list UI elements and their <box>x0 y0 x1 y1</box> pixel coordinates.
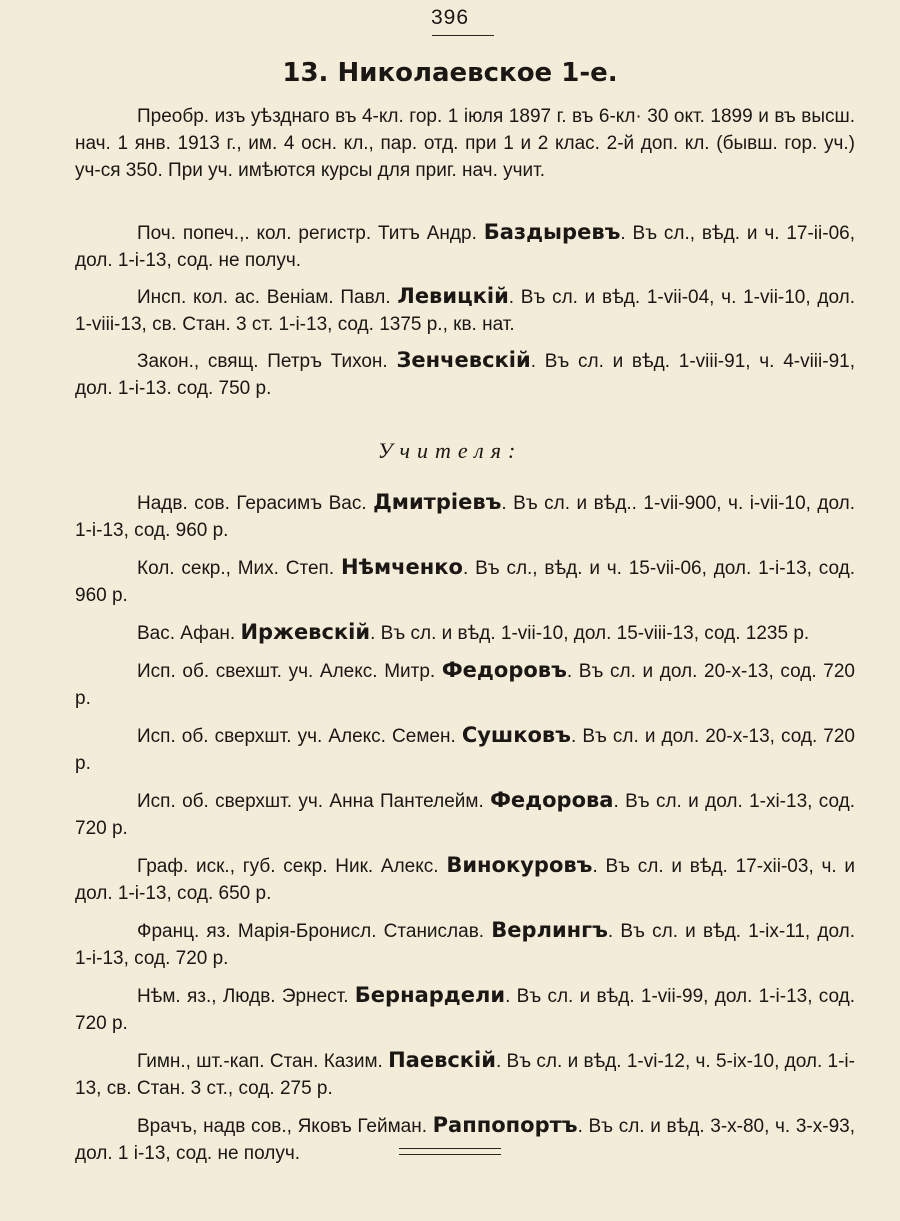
teacher-entry <box>75 657 855 712</box>
entry-details: . Въ сл. и вѣд. 3-x-80, ч. 3-x-93, дол. 1 i-13, сод. не получ. <box>75 1116 855 1164</box>
teachers-list <box>75 489 855 1167</box>
teachers-heading: Учителя: <box>377 438 523 463</box>
intro-text: Преобр. изъ уѣзднаго въ 4-кл. гор. 1 іюля 1897 г. въ 6-кл· 30 окт. 1899 и въ высш. нач. 1 янв. 1913 г., им. 4 осн. кл., пар. отд. при 1 и 2 клас. 2-й доп. кл. (бывш. гор. уч.) уч-ся 350. При уч. имѣются курсы для приг. нач. учит. <box>75 106 855 181</box>
entry-prefix: Закон., свящ. Петръ Тихон. <box>137 351 388 372</box>
entry-surname: Верлингъ <box>491 918 608 942</box>
entry-details: . Въ сл. и вѣд. 1-vii-99, дол. 1-i-13, сод. 720 р. <box>75 986 855 1034</box>
teacher-entry <box>75 787 855 842</box>
entry-details: . Въ сл. и вѣд. 1-vii-10, дол. 15-viii-13, сод. 1235 р. <box>370 623 810 644</box>
teacher-entry <box>75 982 855 1037</box>
entry-details: . Въ сл. и вѣд. 17-xii-03, ч. и дол. 1-i-13, сод. 650 р. <box>75 856 856 904</box>
entry-details: . Въ сл. и вѣд. 1-vii-04, ч. 1-vii-10, дол. 1-viii-13, св. Стан. 3 ст. 1-i-13, сод. 1375 р., кв. нат. <box>75 287 855 335</box>
page-number-rule <box>432 35 494 36</box>
entry-surname: Федорова <box>490 788 614 812</box>
entry-surname: Дмитріевъ <box>373 490 502 514</box>
teacher-entry <box>75 619 855 647</box>
entry-prefix: Кол. секр., Мих. Степ. <box>137 558 335 579</box>
staff-entry <box>75 219 855 274</box>
entry-surname: Паевскій <box>388 1048 496 1072</box>
teacher-entry <box>75 917 855 972</box>
page-number: 396 <box>430 6 470 29</box>
entry-surname: Винокуровъ <box>446 853 593 877</box>
entry-prefix: Исп. об. свехшт. уч. Алекс. Митр. <box>137 661 436 682</box>
entry-surname: Сушковъ <box>461 723 571 747</box>
staff-entry <box>75 283 855 338</box>
entry-prefix: Исп. об. сверхшт. уч. Анна Пантелейм. <box>137 791 484 812</box>
entry-prefix: Гимн., шт.-кап. Стан. Казим. <box>137 1051 383 1072</box>
end-double-rule <box>399 1148 501 1155</box>
staff-list <box>75 219 855 402</box>
entry-details: . Въ сл. и вѣд. 1-vi-12, ч. 5-ix-10, дол. 1-i-13, св. Стан. 3 ст., сод. 275 р. <box>75 1051 855 1099</box>
teacher-entry <box>75 852 855 907</box>
entry-details: . Въ сл., вѣд. и ч. 17-ii-06, дол. 1-i-13, сод. не получ. <box>75 223 855 271</box>
entry-details: . Въ сл. и вѣд.. 1-vii-900, ч. i-vii-10, дол. 1-i-13, сод. 960 р. <box>75 493 856 541</box>
entry-surname: Раппопортъ <box>432 1113 578 1137</box>
entry-details: . Въ сл. и дол. 20-x-13, сод. 720 р. <box>75 726 856 774</box>
entry-surname: Баздыревъ <box>483 220 621 244</box>
entry-surname: Бернардели <box>354 983 506 1007</box>
section-title: 13. Николаевское 1-е. <box>282 58 618 88</box>
entry-prefix: Инсп. кол. ас. Веніам. Павл. <box>137 287 391 308</box>
entry-prefix: Нѣм. яз., Людв. Эрнест. <box>137 986 349 1007</box>
entry-details: . Въ сл. и вѣд. 1-ix-11, дол. 1-i-13, сод. 720 р. <box>75 921 856 969</box>
teacher-entry <box>75 1112 855 1167</box>
entry-surname: Зенчевскій <box>396 348 531 372</box>
entry-prefix: Врачъ, надв сов., Яковъ Гейман. <box>137 1116 427 1137</box>
teacher-entry <box>75 722 855 777</box>
entry-prefix: Исп. об. сверхшт. уч. Алекс. Семен. <box>137 726 456 747</box>
entry-surname: Федоровъ <box>441 658 567 682</box>
entry-details: . Въ сл., вѣд. и ч. 15-vii-06, дол. 1-i-13, сод. 960 р. <box>75 558 856 606</box>
entry-prefix: Вас. Афан. <box>137 623 236 644</box>
entry-prefix: Поч. попеч.,. кол. регистр. Титъ Андр. <box>137 223 477 244</box>
entry-details: . Въ сл. и дол. 20-x-13, сод. 720 р. <box>75 661 855 709</box>
intro-paragraph <box>75 103 855 184</box>
teacher-entry <box>75 489 855 544</box>
entry-surname: Иржевскій <box>240 620 371 644</box>
entry-surname: Левицкій <box>397 284 509 308</box>
entry-details: . Въ сл. и дол. 1-xi-13, сод. 720 р. <box>75 791 855 839</box>
teacher-entry <box>75 554 855 609</box>
teacher-entry <box>75 1047 855 1102</box>
entry-prefix: Граф. иск., губ. секр. Ник. Алекс. <box>137 856 439 877</box>
entry-details: . Въ сл. и вѣд. 1-viii-91, ч. 4-viii-91, дол. 1-i-13. сод. 750 р. <box>75 351 855 399</box>
entry-prefix: Надв. сов. Герасимъ Вас. <box>137 493 367 514</box>
entry-prefix: Франц. яз. Марія-Бронисл. Станислав. <box>137 921 485 942</box>
staff-entry <box>75 347 855 402</box>
entry-surname: Нѣмченко <box>340 555 463 579</box>
